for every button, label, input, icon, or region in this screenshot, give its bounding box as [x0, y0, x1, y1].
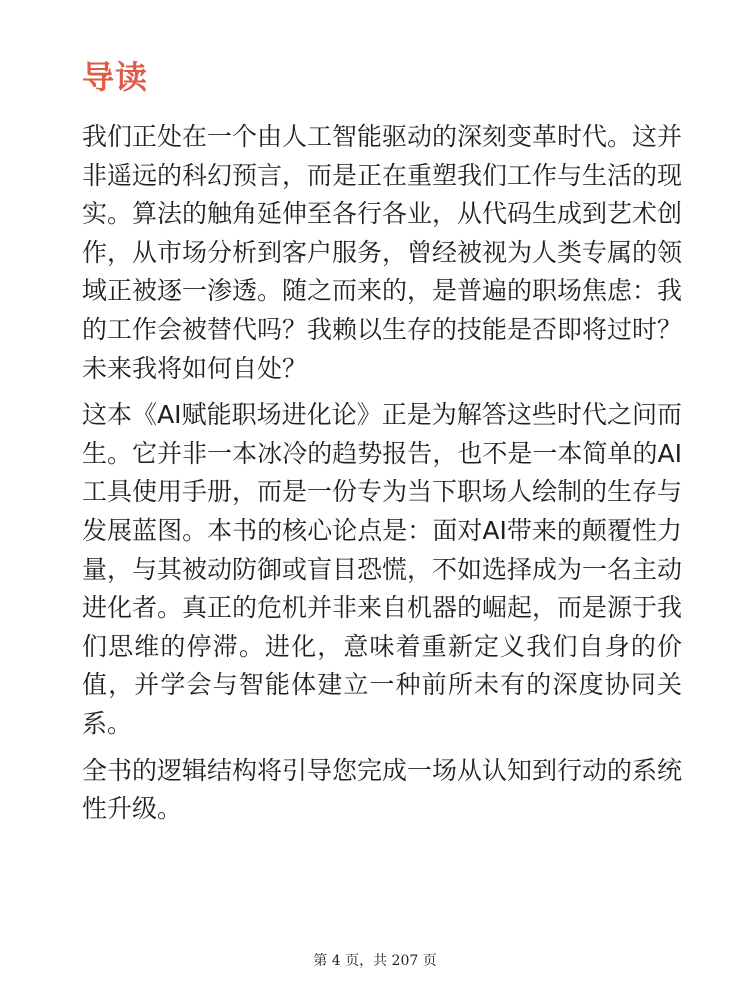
body-text: [82, 118, 682, 837]
paragraph-1: 我们正处在一个由人工智能驱动的深刻变革时代。这并非遥远的科幻预言，而是正在重塑我们工作与生活的现实。算法的触角延伸至各行各业，从代码生成到艺术创作，从市场分析到客户服务，曾经被视为人类专属的领域正被逐一渗透。随之而来的，是普遍的职场焦虑：我的工作会被替代吗？我赖以生存的技能是否即将过时？未来我将如何自处？: [82, 122, 683, 383]
section-heading: 导读: [82, 59, 149, 95]
paragraph-2: 这本《AI赋能职场进化论》正是为解答这些时代之问而生。它并非一本冰冷的趋势报告，也不是一本简单的AI工具使用手册，而是一份专为当下职场人绘制的生存与发展蓝图。本书的核心论点是：面对AI带来的颠覆性力量，与其被动防御或盲目恐慌，不如选择成为一名主动进化者。真正的危机并非来自机器的崛起，而是源于我们思维的停滞。进化，意味着重新定义我们自身的价值，并学会与智能体建立一种前所未有的深度协同关系。: [82, 400, 683, 738]
page-number-footer: 第 4 页，共 207 页: [313, 953, 437, 969]
paragraph-3: 全书的逻辑结构将引导您完成一场从认知到行动的系统性升级。: [82, 755, 683, 824]
